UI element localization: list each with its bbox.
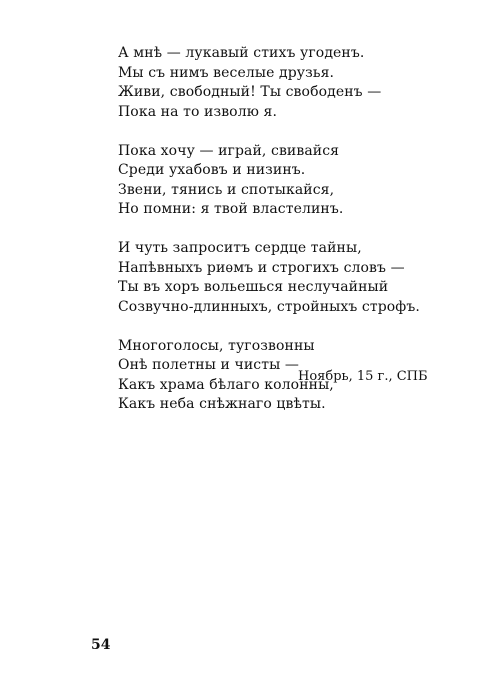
poem-line: Ты въ хоръ вольешься неслучайный bbox=[118, 279, 389, 295]
poem-line: Живи, свободный! Ты свободенъ — bbox=[118, 84, 382, 100]
poem-line: Созвучно-длинныхъ, стройныхъ строфъ. bbox=[118, 298, 420, 315]
poem-line: Какъ храма бѣлаго колонны, bbox=[118, 376, 334, 393]
poem-line: Какъ неба снѣжнаго цвѣты. bbox=[118, 396, 326, 412]
stanza-2 bbox=[118, 142, 418, 220]
page-number: 54 bbox=[91, 637, 111, 653]
poem-line: Многоголосы, тугозвонны bbox=[118, 337, 315, 354]
poem-line: Среди ухабовъ и низинъ. bbox=[118, 162, 306, 178]
date-line: Ноябрь, 15 г., СПБ bbox=[298, 369, 428, 384]
stanza-3 bbox=[118, 239, 418, 317]
poem-line: И чуть запроситъ сердце тайны, bbox=[118, 240, 362, 256]
poem-line: Мы съ нимъ веселые друзья. bbox=[118, 64, 335, 81]
poem-line: А мнѣ — лукавый стихъ угоденъ. bbox=[118, 45, 365, 61]
poem-line: Онѣ полетны и чисты — bbox=[118, 357, 299, 373]
stanza-1 bbox=[118, 44, 418, 122]
poem-line: Пока на то изволю я. bbox=[118, 103, 278, 120]
poem-line: Пока хочу — играй, свивайся bbox=[118, 142, 340, 159]
poem-line: Напѣвныхъ риѳмъ и строгихъ словъ — bbox=[118, 259, 405, 276]
poem-line: Звени, тянись и спотыкайся, bbox=[118, 181, 335, 198]
poem-line: Но помни: я твой властелинъ. bbox=[118, 201, 344, 217]
